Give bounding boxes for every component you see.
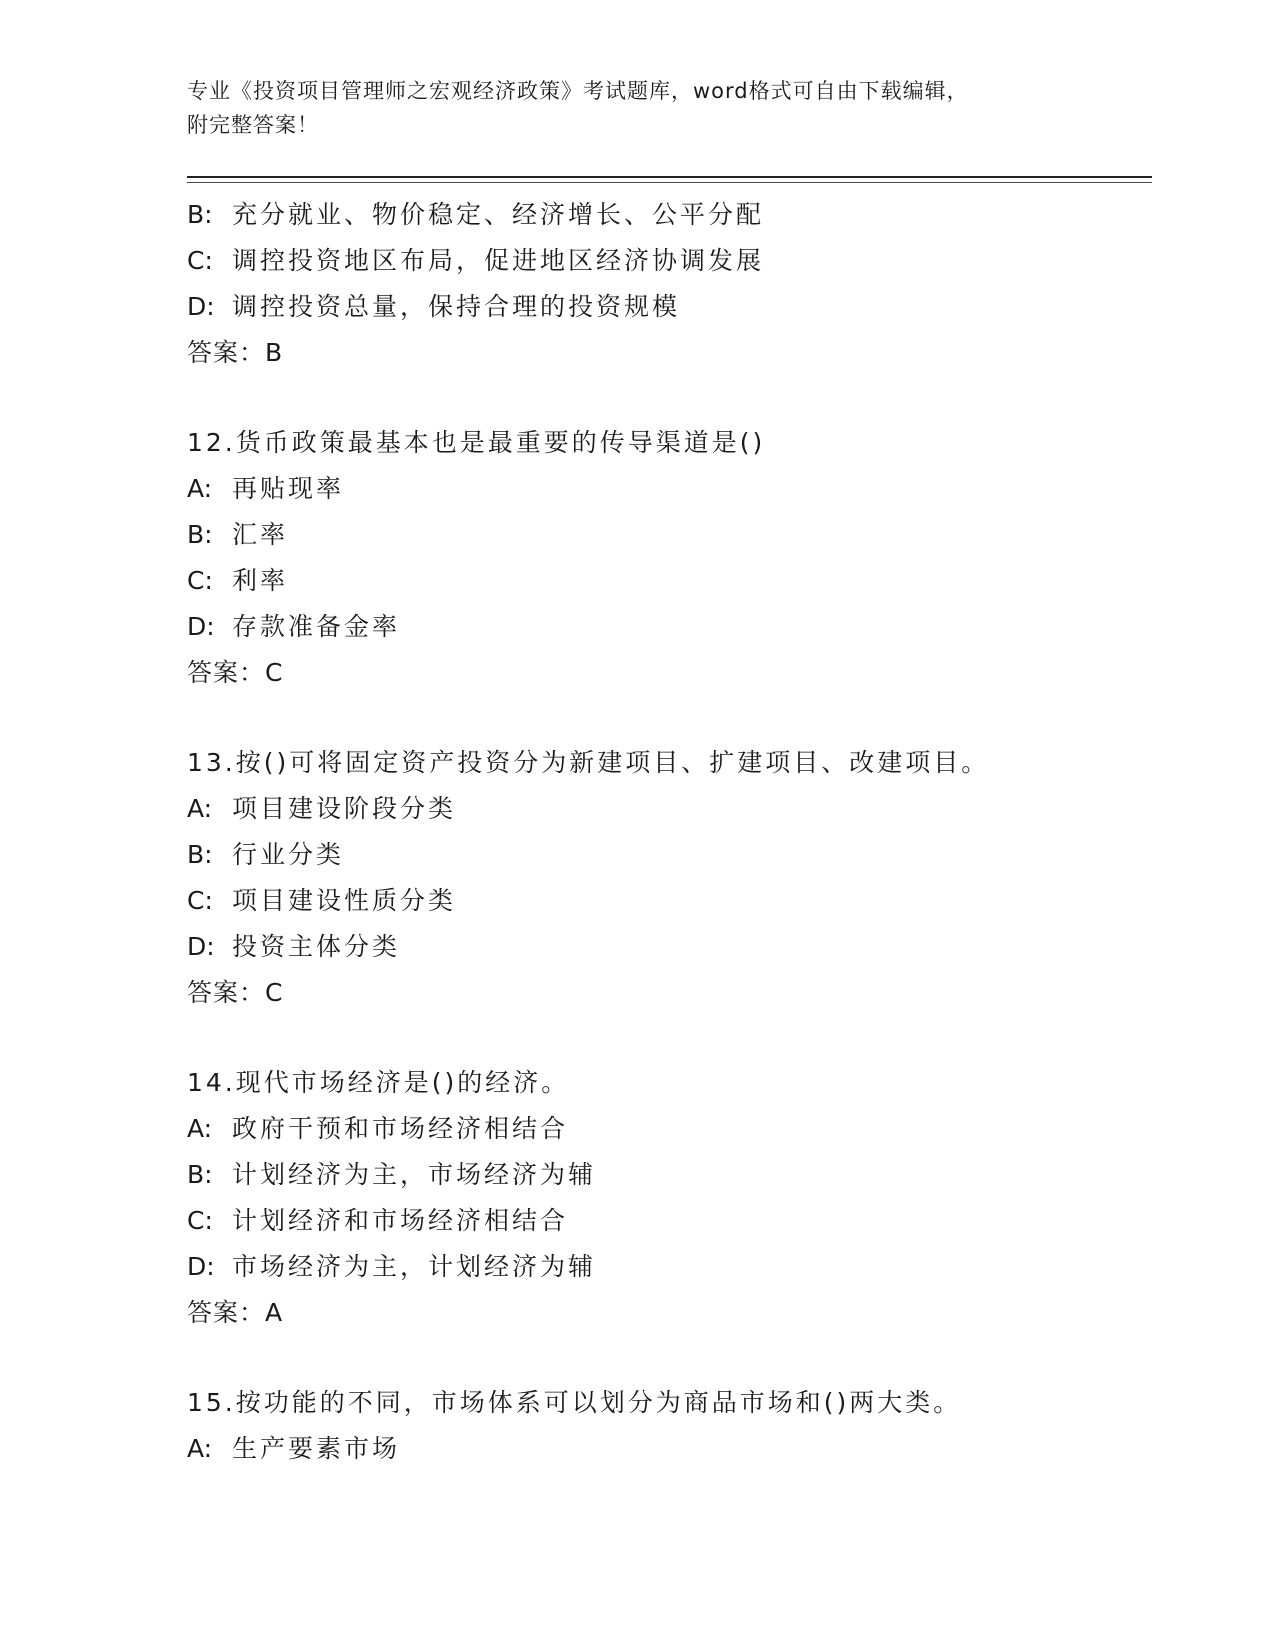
option-text: 政府干预和市场经济相结合 [232,1114,569,1143]
option-b [187,512,1152,558]
question-block-14 [187,1060,1152,1336]
answer-line: 答案：A [187,1298,284,1327]
header-line-1: 专业《投资项目管理师之宏观经济政策》考试题库，word格式可自由下载编辑， [187,79,969,103]
option-text: 行业分类 [232,840,345,869]
option-c [187,238,1152,284]
option-a [187,1106,1152,1152]
option-letter: C: [187,246,213,275]
option-letter: A: [187,474,213,503]
header-divider-thin [187,182,1152,183]
option-d [187,604,1152,650]
option-d [187,284,1152,330]
option-letter: B: [187,520,213,549]
question-title: 12.货币政策最基本也是最重要的传导渠道是() [187,428,766,457]
option-text: 利率 [232,566,289,595]
question-title: 15.按功能的不同，市场体系可以划分为商品市场和()两大类。 [187,1388,962,1417]
option-letter: A: [187,794,213,823]
option-letter: D: [187,932,215,961]
answer-line: 答案：C [187,658,284,687]
header-divider-thick [187,176,1152,178]
option-letter: B: [187,1160,213,1189]
option-text: 计划经济为主，市场经济为辅 [232,1160,597,1189]
option-letter: B: [187,200,213,229]
option-a [187,1426,1152,1472]
option-d [187,924,1152,970]
question-title: 14.现代市场经济是()的经济。 [187,1068,570,1097]
option-a [187,786,1152,832]
option-letter: A: [187,1434,213,1463]
option-letter: C: [187,1206,213,1235]
option-text: 项目建设阶段分类 [232,794,457,823]
option-letter: B: [187,840,213,869]
option-text: 充分就业、物价稳定、经济增长、公平分配 [232,200,765,229]
option-b [187,832,1152,878]
question-block-15 [187,1380,1152,1472]
document-header [187,74,1067,142]
answer-line: 答案：B [187,338,284,367]
spacer [187,696,1152,740]
option-text: 投资主体分类 [232,932,401,961]
option-letter: C: [187,886,213,915]
option-text: 再贴现率 [232,474,345,503]
question-block-12 [187,420,1152,696]
question-block-11 [187,192,1152,376]
option-letter: D: [187,1252,215,1281]
option-text: 生产要素市场 [232,1434,401,1463]
spacer [187,1336,1152,1380]
header-line-2: 附完整答案！ [187,113,319,137]
option-letter: C: [187,566,213,595]
spacer [187,376,1152,420]
question-list [187,192,1152,1472]
option-text: 市场经济为主，计划经济为辅 [232,1252,597,1281]
option-a [187,466,1152,512]
option-letter: A: [187,1114,213,1143]
option-text: 汇率 [232,520,289,549]
spacer [187,1016,1152,1060]
option-letter: D: [187,612,215,641]
option-letter: D: [187,292,215,321]
option-c [187,878,1152,924]
option-c [187,1198,1152,1244]
option-text: 项目建设性质分类 [232,886,457,915]
option-text: 调控投资总量，保持合理的投资规模 [232,292,681,321]
option-text: 调控投资地区布局，促进地区经济协调发展 [232,246,765,275]
answer-line: 答案：C [187,978,284,1007]
option-b [187,1152,1152,1198]
option-text: 计划经济和市场经济相结合 [232,1206,569,1235]
option-c [187,558,1152,604]
option-b [187,192,1152,238]
question-block-13 [187,740,1152,1016]
option-text: 存款准备金率 [232,612,401,641]
question-title: 13.按()可将固定资产投资分为新建项目、扩建项目、改建项目。 [187,748,990,777]
option-d [187,1244,1152,1290]
